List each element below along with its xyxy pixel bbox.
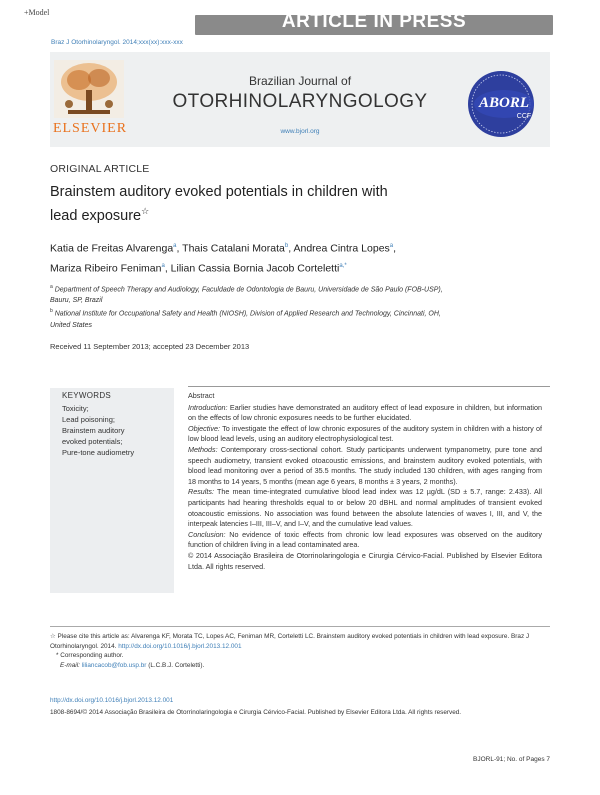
author-affil-mark[interactable]: a,*: [339, 262, 347, 269]
corresponding-author: * Corresponding author.: [56, 652, 124, 659]
author-affil-mark[interactable]: a: [161, 262, 165, 269]
received-dates: Received 11 September 2013; accepted 23 December 2013: [50, 342, 250, 351]
svg-text:ABORL: ABORL: [478, 95, 530, 111]
journal-name-top: Brazilian Journal of: [248, 74, 352, 88]
author-list: Katia de Freitas Alvarenga$^a$, Thais Catalani Morata$^b$, Andrea Cintra Lopes$^a$, Mariza Ribeiro Feniman$^a$, Lilian Cassia Bornia Jacob Corteletti$^{a,*}$: [50, 242, 397, 274]
title-footnote-mark[interactable]: ☆: [141, 206, 150, 216]
title-line-2: lead exposure: [50, 207, 142, 224]
article-title: [50, 183, 510, 226]
abstract-introduction: Introduction: Earlier studies have demonstrated an auditory effect of lead exposure in children, but information on the effects of low chronic exposures needs to be further elucidated.: [188, 402, 543, 423]
keywords-list: [62, 403, 172, 458]
author-name: Thais Catalani Morata: [182, 242, 285, 255]
svg-text:CCF: CCF: [516, 113, 532, 120]
title-line-1: Brainstem auditory evoked potentials in children with: [50, 184, 388, 200]
abstract-copyright: © 2014 Associação Brasileira de Otorrinolaringologia e Cirurgia Cérvico-Facial. Published by Elsevier Editora Ltda. All rights reserved.: [188, 550, 542, 571]
affiliation-a: $^a$ Department of Speech Therapy and Audiology, Faculdade de Odontologia de Bauru, Universidade de São Paulo (FOB-USP), Bauru, SP, Brazil: [50, 284, 443, 305]
author-affil-mark[interactable]: b: [284, 243, 289, 249]
abstract-methods: Methods: Contemporary cross-sectional cohort. Study participants underwent tympanometry, pure tone and speech audiometry, transient evoked otoacoustic emissions, and brainstem auditory evoked potentials, with blood lead monitoring over a period of 35.5 months. The study included 130 children, with ages ranging from 18 months to 14 years, 5 months (mean age 6 years, 8 months ± 3 years, 2 months).: [188, 444, 543, 486]
rights-statement: 1808-8694/© 2014 Associação Brasileira de Otorrinolaringologia e Cirurgia Cérvico-Facial. Published by Elsevier Editora Ltda. All rights reserved.: [50, 709, 462, 716]
keyword-item: Toxicity;: [62, 404, 89, 413]
cite-as-footnote: ☆ Please cite this article as: Alvarenga KF, Morata TC, Lopes AC, Feniman MR, Corteletti LC. Brainstem auditory evoked potentials in children with lead exposure. Braz J Otorhinolaryngol. 2014. http://dx.doi.org/10.1016/j.bjorl.2013.12.001: [50, 633, 530, 650]
citation-line[interactable]: Braz J Otorhinolaryngol. 2014;xxx(xx):xxx-xxx: [51, 39, 183, 46]
email-link[interactable]: liliancacob@fob.usp.br: [81, 661, 147, 669]
doi-link[interactable]: http://dx.doi.org/10.1016/j.bjorl.2013.12.001: [50, 697, 174, 704]
author-affil-mark[interactable]: a: [173, 243, 177, 249]
page-count: BJORL-91; No. of Pages 7: [473, 756, 550, 763]
elsevier-tree-logo-icon: [54, 60, 124, 118]
keyword-item: Pure-tone audiometry: [62, 448, 135, 457]
section-label: ORIGINAL ARTICLE: [50, 163, 150, 175]
affiliation-b: $^b$ National Institute for Occupational Safety and Health (NIOSH), Division of Applied Research and Technology, Cincinnati, OH, United States: [50, 308, 441, 329]
author-affil-mark[interactable]: a: [389, 243, 394, 249]
abstract-block: [188, 391, 542, 572]
footnote-rule: [50, 626, 550, 627]
abstract-objective: Objective: To investigate the effect of low chronic exposures of the auditory system in children with a history of low blood lead levels, using an auditory electrophysiological test.: [188, 423, 542, 444]
keyword-item: Brainstem auditory: [62, 426, 125, 435]
author-name: Andrea Cintra Lopes: [293, 242, 390, 255]
author-name: Mariza Ribeiro Feniman: [50, 262, 162, 274]
model-label: +Model: [24, 8, 50, 17]
aborl-society-logo-icon: [460, 68, 542, 140]
abstract-top-rule: [188, 386, 550, 387]
article-in-press-text: ARTICLE IN PRESS: [281, 11, 467, 32]
author-name: Katia de Freitas Alvarenga: [50, 242, 174, 255]
abstract-conclusion: Conclusion: No evidence of toxic effects from chronic low lead exposures was observed on the auditory function of children living in a lead contaminated area.: [188, 529, 543, 550]
journal-url-link[interactable]: www.bjorl.org: [280, 128, 320, 135]
footnotes: [50, 632, 550, 670]
author-name: Lilian Cassia Bornia Jacob Corteletti: [170, 262, 340, 274]
affiliations: [50, 282, 550, 331]
email-line: E-mail: liliancacob@fob.usp.br (L.C.B.J. Corteletti).: [60, 661, 205, 669]
abstract-results: Results: The mean time-integrated cumulative blood lead index was 12 µg/dL (SD ± 5.7, range: 2.433). All participants had hearing thresholds equal to or below 20 dBHL and normal amplitudes of transient evoked otoacoustic emissions. No association was found between the absolute latencies of waves I, III, and V, the interpeak latencies I–III, III–V, and I–V, and the cumulative lead values.: [188, 487, 542, 529]
publisher-wordmark: ELSEVIER: [52, 121, 128, 136]
keyword-item: Lead poisoning;: [62, 415, 115, 424]
abstract-heading: Abstract: [188, 391, 215, 400]
keywords-heading: KEYWORDS: [62, 391, 112, 400]
cite-doi-link[interactable]: http://dx.doi.org/10.1016/j.bjorl.2013.12.001: [118, 642, 242, 650]
journal-name-main: OTORHINOLARYNGOLOGY: [172, 91, 428, 112]
keyword-item: evoked potentials;: [62, 437, 123, 446]
